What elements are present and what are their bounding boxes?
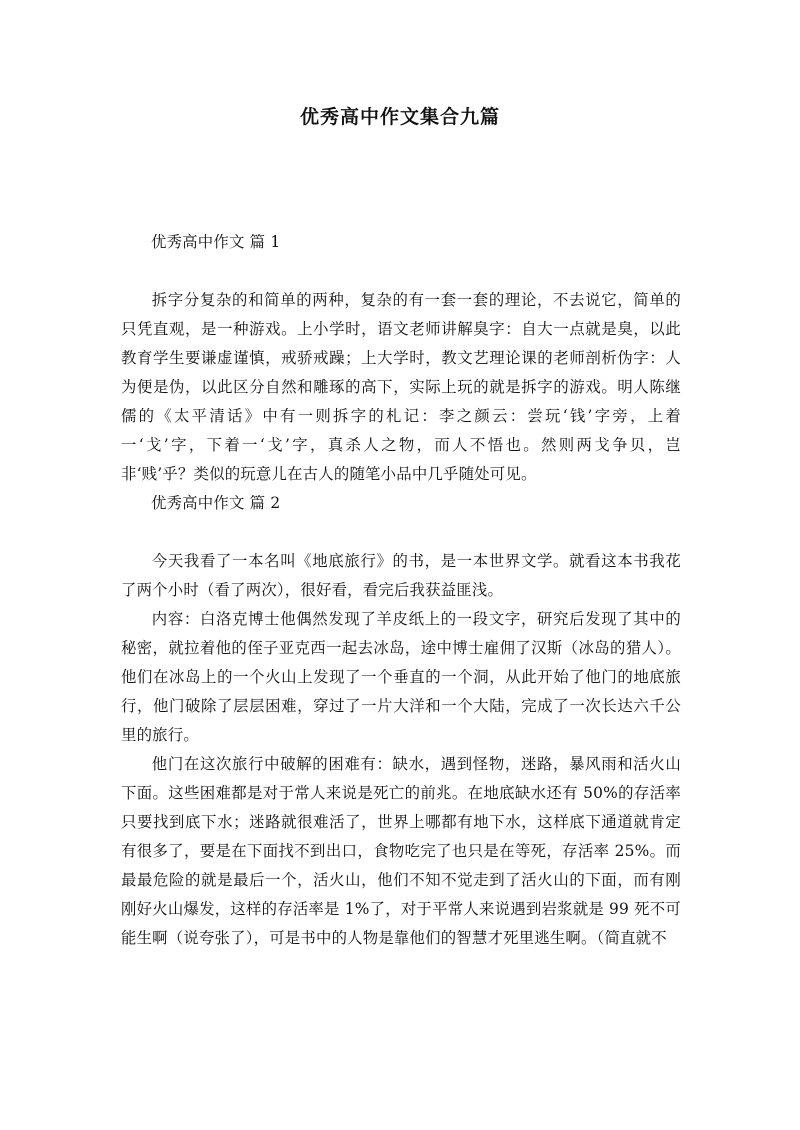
section-heading-2: 优秀高中作文 篇 2	[151, 494, 281, 512]
paragraph: 今天我看了一本名叫《地底旅行》的书，是一本世界文学。就看这本书我花了两个小时（看了两次），很好看，看完后我获益匪浅。	[121, 552, 681, 599]
document-title: 优秀高中作文集合九篇	[299, 106, 500, 128]
document-body	[121, 228, 681, 953]
section-heading-1: 优秀高中作文 篇 1	[151, 233, 281, 251]
paragraph: 拆字分复杂的和简单的两种，复杂的有一套一套的理论，不去说它，简单的只凭直观，是一种游戏。上小学时，语文老师讲解臭字：自大一点就是臭，以此教育学生要谦虚谨慎，戒骄戒躁；上大学时，教文艺理论课的老师剖析伪字：人为便是伪，以此区分自然和雕琢的高下，实际上玩的就是拆字的游戏。明人陈继儒的《太平清话》中有一则拆字的札记：李之颜云：尝玩‘钱’字旁，上着一‘戈’字，下着一‘戈’字，真杀人之物，而人不悟也。然则两戈争贝，岂非‘贱’乎？类似的玩意儿在古人的随笔小品中几乎随处可见。	[121, 291, 681, 483]
paragraph: 他门在这次旅行中破解的困难有：缺水，遇到怪物，迷路，暴风雨和活火山下面。这些困难都是对于常人来说是死亡的前兆。在地底缺水还有 50%的存活率只要找到底下水；迷路就很难活了，世界上哪都有地下水，这样底下通道就肯定有很多了，要是在下面找不到出口，食物吃完了也只是在等死，存活率 25%。而最最危险的就是最后一个，活火山，他们不知不觉走到了活火山的下面，而有刚刚好火山爆发，这样的存活率是 1%了，对于平常人来说遇到岩浆就是 99 死不可能生啊（说夸张了），可是书中的人物是靠他们的智慧才死里逃生啊。（简直就不	[121, 755, 681, 947]
spacer	[121, 518, 681, 547]
paragraph: 内容：白洛克博士他偶然发现了羊皮纸上的一段文字，研究后发现了其中的秘密，就拉着他的侄子亚克西一起去冰岛，途中博士雇佣了汉斯（冰岛的猎人）。他们在冰岛上的一个火山上发现了一个垂直的一个洞，从此开始了他门的地底旅行，他门破除了层层困难，穿过了一片大洋和一个大陆，完成了一次长达六千公里的旅行。	[121, 610, 681, 744]
spacer	[121, 257, 681, 286]
